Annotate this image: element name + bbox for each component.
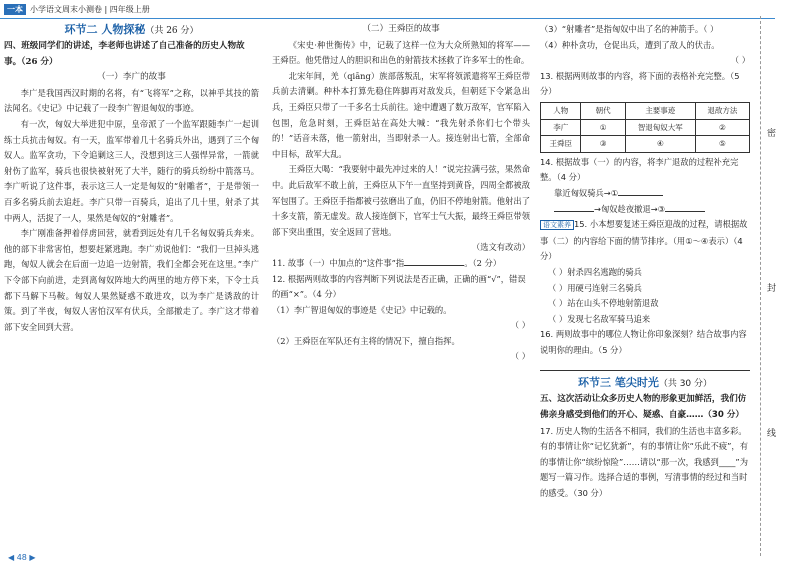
table-cell[interactable]: ④ xyxy=(625,136,695,153)
story-1-paragraph: 有一次，匈奴大举进犯中原，皇帝派了一个监军跟随李广一起训练士兵抗击匈奴。有一天，监军带着几十名骑兵外出，遇到了三个匈奴人。监军贪功，下令追剿这三人，没想到这三人强悍异常，一箭就射伤了监军，骑兵也很快被射死了大半，随行的骑兵纷纷中箭落马。李广听说了这件事，表示这三人一定是匈奴的“射雕者”，于是带领一百多名骑兵前去追赶。李广只带一百骑兵，追出了几十里，射杀了其中两人，活捉了一人，果然是匈奴的“射雕者”。 xyxy=(4,118,259,223)
answer-line[interactable] xyxy=(554,211,594,212)
page-number: ◀ 48 ▶ xyxy=(8,553,36,562)
question-12: 12. 根据两则故事的内容判断下列说法是否正确，正确的画“√”，错误的画“×”。（4 分） xyxy=(272,273,526,300)
order-item: （ ）用硬弓连射三名骑兵 xyxy=(548,282,642,293)
question-13: 13. 根据两则故事的内容，将下面的表格补充完整。（5 分） xyxy=(540,70,740,97)
answer-line[interactable] xyxy=(540,358,750,371)
story-2-paragraph: 王舜臣大喝：“我要射中最先冲过来的人！”说完拉满弓弦，果然命中。此后敌军不敢上前，王舜臣从下午一直坚持到黄昏，四周全都被敌军包围了。王舜臣手指都被弓弦磨出了血，仍旧不停地射箭。他射出了十多支箭，箭无虚发。敌人接连倒下，官军士气大振，最终王舜臣带领部下突出重围，安全返回了营地。 xyxy=(272,164,530,237)
process-step: 靠近匈奴骑兵→① xyxy=(554,187,619,198)
answer-line[interactable] xyxy=(404,265,464,266)
literacy-badge: 语文素养 xyxy=(540,220,574,230)
question-4: 四、班级同学们的讲述，李老师也讲述了自己准备的历史人物故事。（26 分） xyxy=(4,41,245,67)
table-cell: 智退匈奴大军 xyxy=(625,119,695,136)
order-item: （ ）射杀四名逃跑的骑兵 xyxy=(548,266,642,277)
page-number-value: 48 xyxy=(16,553,27,562)
question-5: 五、这次活动让众多历史人物的形象更加鲜活，我们仿佛亲身感受到他们的开心、疑惑、自豪……（30 分） xyxy=(540,394,747,421)
process-line-2 xyxy=(540,202,750,218)
table-header: 朝代 xyxy=(581,102,625,119)
header xyxy=(4,2,150,16)
story-2-title: （二）王舜臣的故事 xyxy=(362,24,440,34)
section-2-title xyxy=(4,22,259,39)
section-2-label: 环节二 人物探秘 xyxy=(64,23,146,36)
margin-char: 封 xyxy=(767,284,777,294)
header-line xyxy=(0,18,775,19)
header-text: 小学语文周末小测卷 | 四年级上册 xyxy=(30,4,150,14)
table-cell[interactable]: ① xyxy=(581,119,625,136)
column-3 xyxy=(540,22,750,502)
section-3-title xyxy=(540,375,750,392)
order-item-text: 站在山头不停地射箭退敌 xyxy=(567,298,659,309)
story-2-body xyxy=(272,38,530,241)
section-3-points: （共 30 分） xyxy=(658,379,713,390)
table-cell[interactable]: ③ xyxy=(581,136,625,153)
table-cell[interactable]: ⑤ xyxy=(695,136,749,153)
question-12-3-text: （3）“射雕者”是指匈奴中出了名的神箭手。 xyxy=(540,24,704,34)
process-line-1 xyxy=(540,186,750,202)
column-1 xyxy=(4,22,259,335)
margin-char: 密 xyxy=(767,129,777,139)
question-17: 17. 历史人物的生活各不相同，我们的生活也丰富多彩。有的事情让你“记忆犹新”，有的事情让你“乐此不疲”，有的事情让你“缤纷惊险”……请以“那一次，我感到____”为题写一篇习作。选择合适的事例，写清事情的经过和当时的感受。（30 分） xyxy=(540,425,749,499)
question-14: 14. 根据故事（一）的内容，将李广退敌的过程补充完整。（4 分） xyxy=(540,156,739,183)
question-12-3 xyxy=(540,22,750,38)
order-item: （ ）站在山头不停地射箭退敌 xyxy=(548,298,659,309)
question-11-text: 11. 故事（一）中加点的“这件事”指 xyxy=(272,257,405,268)
process-step: →匈奴趁夜撤退→③ xyxy=(594,203,666,214)
table-cell[interactable]: ② xyxy=(695,119,749,136)
answer-line[interactable] xyxy=(618,195,663,196)
question-16: 16. 两则故事中的哪位人物让你印象深刻？结合故事内容说明你的理由。（5 分） xyxy=(540,329,747,355)
story-1-paragraph: 李广是我国西汉时期的名将，有“飞将军”之称，以神乎其技的箭法闻名。《史记》中记载了一段李广智退匈奴的事迹。 xyxy=(4,87,259,114)
margin-char: 线 xyxy=(767,429,777,439)
story-1-paragraph: 李广刚准备押着俘虏回营，就看到远处有几千名匈奴骑兵奔来。他的部下非常害怕，想要赶紧逃跑。李广劝说他们：“我们一旦掉头逃跑，匈奴人就会在后面一边追一边射箭，我们全都会死在这里。”李广下令部下向前进，走到离匈奴阵地大约两里的地方停下来，下令士兵都下马解下马鞍。匈奴人果然疑惑不敢进攻，以为李广是诱敌的计策。到了半夜，匈奴人害怕汉军有伏兵，全部撤走了。李广这才带着部下安全回到大营。 xyxy=(4,228,259,332)
section-2-points: （共 26 分） xyxy=(145,26,199,36)
binding-margin xyxy=(760,16,797,556)
answer-paren[interactable]: （ ） xyxy=(730,55,750,66)
column-2 xyxy=(272,22,530,365)
story-2-paragraph: 北宋年间，羌（qiāng）族部落叛乱，宋军将领派遣将军王舜臣带兵前去清剿。种朴本打算先稳住阵脚再对敌发兵，但朝廷下令紧急出兵，王舜臣只带了一千多名士兵前往。途中遭遇了数万敌军，官军陷入包围，危急时刻，王舜臣站在高处大喊：“我先射杀你们七个带头的！”话音未落，他一箭射出，当即射杀一人。接连射出七箭，全部命中目标，敌军大乱。 xyxy=(272,70,530,159)
story-1-title: （一）李广的故事 xyxy=(97,72,166,83)
source-note: （选文有改动） xyxy=(471,242,530,253)
question-11-points: 。（2 分） xyxy=(464,257,502,268)
answer-paren[interactable]: （ ） xyxy=(510,351,530,362)
question-12-2: （2）王舜臣在军队还有主将的情况下，擅自指挥。 xyxy=(272,335,460,346)
order-item: （ ）发现七名敌军骑马追来 xyxy=(548,313,651,324)
answer-paren[interactable]: （ ） xyxy=(510,320,530,331)
answer-line[interactable] xyxy=(665,211,705,212)
question-15-text: 15. 小本想要复述王舜臣迎战的过程，请根据故事（二）的内容给下面的情节排序。（用①～④表示）（4 分） xyxy=(540,219,748,262)
answer-paren[interactable]: （ ） xyxy=(703,24,719,34)
question-12-4: （4）种朴贪功，仓促出兵，遭到了敌人的伏击。 xyxy=(540,39,720,50)
table-cell: 王舜臣 xyxy=(541,136,581,153)
question-15 xyxy=(540,217,750,265)
order-item-text: 射杀四名逃跑的骑兵 xyxy=(567,266,642,277)
header-logo: 一本 xyxy=(4,4,26,15)
table-header: 人物 xyxy=(541,102,581,119)
order-item-text: 用硬弓连射三名骑兵 xyxy=(567,282,642,293)
table-header: 主要事迹 xyxy=(625,102,695,119)
section-3-label: 环节三 笔尖时光 xyxy=(577,376,659,390)
story-1-body xyxy=(4,86,259,336)
table-header: 退敌方法 xyxy=(695,102,749,119)
story-2-paragraph: 《宋史·种世衡传》中，记载了这样一位为大众所熟知的将军——王舜臣。他凭借过人的胆识和出色的射箭技术拯救了许多军士的性命。 xyxy=(272,39,530,66)
question-11 xyxy=(272,256,530,272)
answer-table xyxy=(540,102,750,153)
table-cell: 李广 xyxy=(541,119,581,136)
order-item-text: 发现七名敌军骑马追来 xyxy=(567,313,651,324)
question-12-1: （1）李广智退匈奴的事迹是《史记》中记载的。 xyxy=(272,304,452,315)
